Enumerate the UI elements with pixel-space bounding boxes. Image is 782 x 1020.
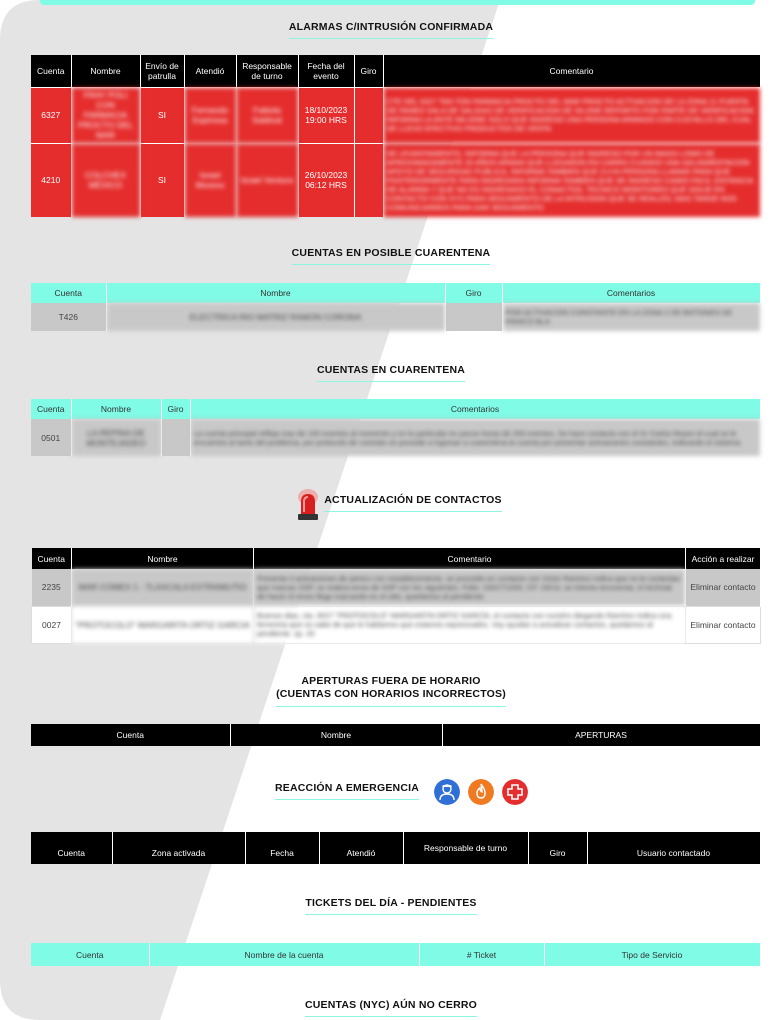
reaccion-table	[31, 832, 761, 864]
tickets-table	[31, 943, 761, 966]
col-accion: Acción a realizar	[686, 548, 761, 569]
col-cuenta: Cuenta	[31, 943, 149, 966]
table-row	[31, 143, 760, 217]
section-title-reaccion: REACCIÓN A EMERGENCIA	[0, 782, 782, 800]
col-aperturas: APERTURAS	[442, 724, 760, 746]
cell-accion: Eliminar contacto	[686, 606, 761, 643]
cell-envio: SI	[140, 143, 184, 217]
cell-comentario: Presenta 3 activaciones de pánico con restablecimiento, se procedio en contacto con Victor Ramirez indica que no le contestan que marcan SSP, se realiza envio de SSP con los siguientes. Folio: 15027/1000, CP: 03/14, se intenta reconectar, el techniat de hacer el envio llega marcando en el sitio, quedamos al pendiente.	[254, 569, 686, 606]
col-giro: Giro	[354, 55, 383, 87]
col-giro: Giro	[161, 399, 190, 419]
alarmas-table	[31, 55, 761, 217]
fire-icon	[468, 779, 494, 805]
section-title-actualizacion: ACTUALIZACIÓN DE CONTACTOS	[0, 494, 782, 512]
col-cuenta: Cuenta	[31, 399, 71, 419]
col-fecha: Fecha	[245, 832, 319, 864]
actualizacion-table	[31, 548, 761, 644]
col-envio-patrulla: Envío de patrulla	[140, 55, 184, 87]
section-title-nyc: CUENTAS (NYC) AÚN NO CERRO	[0, 999, 782, 1017]
col-nombre: Nombre	[71, 399, 161, 419]
cell-nombre: ELECTRICA RIO MATRIZ RAMON CORONA	[106, 303, 445, 331]
cell-nombre: FRAY POLI CON FARMACIA PROCTO DEL MAR	[71, 87, 140, 143]
col-comentarios: Comentarios	[190, 399, 760, 419]
col-cuenta: Cuenta	[31, 55, 71, 87]
top-accent-strip	[40, 0, 755, 5]
cell-responsable: Fabiola Saldival	[236, 87, 298, 143]
medical-cross-icon	[502, 779, 528, 805]
section-title-cuarentena: CUENTAS EN CUARENTENA	[0, 364, 782, 382]
table-row	[32, 606, 761, 643]
cell-giro	[445, 303, 502, 331]
section-title-aperturas: APERTURAS FUERA DE HORARIO (CUENTAS CON HORARIOS INCORRECTOS)	[0, 675, 782, 707]
cell-comentario: CTE DEL 6327 TAN TON PARMACIA PROCTO DEL MAR PROCTO ACTIVACION DE LA ZONA 11 PUERTA DE PANEO SALA DE SALIDAS DE VERIFICACION DE SILONE REPORTO POR PARTE DE VERIFICACION INFORMA LA ANTE MILIONE SOLO QUE INGRESO UNA PERSONA ARMADO CON CUCHILLO DEL CUAL SE LLEVO EFECTIVO PRODUCTOS DE VENTA	[383, 87, 760, 143]
posible-cuarentena-table	[31, 283, 761, 331]
col-nombre-cuenta: Nombre de la cuenta	[149, 943, 419, 966]
section-title-alarmas: ALARMAS C/INTRUSIÓN CONFIRMADA	[0, 21, 782, 39]
cell-fecha: 26/10/2023 06:12 HRS	[298, 143, 354, 217]
cell-cuenta: 0501	[31, 419, 71, 456]
cell-comentario: SE LEVANTAMIENTO, INFORMA QUE LA PERSONA QUE INGRESO POR UN MAGO LOMO DE APROXIMADAMENTE 20 AÑOS ARMAN QUE LLEGARON EN CARRO CUANDO UNA SALVAMENTACION APOYO DE SEGURIDAD PUBLICA, INFORMA TAMBIEN QUE CUYA PERSONA LLAMAR PARA QUE POSTERIORMENTE PARA INGRESARA INFORMA TAMBIEN QUE SE INGRESO CAMIO FACIL DISTANCIA DE ALARMA Y QUE NO ES INGRESADO EL CONACTOS, TECNICO MONITOREO QUE SIGUE EN CONTACTO CON SYS PARA SEGUIMIENTO DE LA INTRUSION QUE SE REALIZO, MAS TARDE NOS COMUNICARMOS PARA DAR SEGUIMIENTO	[383, 143, 760, 217]
table-row	[31, 419, 760, 456]
col-cuenta: Cuenta	[32, 548, 72, 569]
cell-accion: Eliminar contacto	[686, 569, 761, 606]
col-atendio: Atendió	[319, 832, 403, 864]
cell-nombre: MAR COMEX 1 - TLAXCALA EXTRAMUTIO	[72, 569, 254, 606]
cell-cuenta: 0027	[32, 606, 72, 643]
police-icon	[434, 779, 460, 805]
col-cuenta: Cuenta	[31, 724, 230, 746]
col-nombre: Nombre	[72, 548, 254, 569]
col-tipo-servicio: Tipo de Servicio	[544, 943, 760, 966]
col-nombre: Nombre	[230, 724, 442, 746]
section-title-posible-cuarentena: CUENTAS EN POSIBLE CUARENTENA	[0, 247, 782, 265]
cell-envio: SI	[140, 87, 184, 143]
cell-cuenta: T426	[31, 303, 106, 331]
cell-comentario: La cuenta principal refleja mas de 100 eventos al momento y en lo particular en pocos horas de 200 eventos, Se hace contacto con el Sr Carlos Reyes el cual se le encuentra al tanto del problema, por protocolo de contrato se procede a ingresar a cuarentena la cuenta por presentar activaciones constantes, indicando el sistema.	[190, 419, 760, 456]
section-title-tickets: TICKETS DEL DÍA - PENDIENTES	[0, 897, 782, 915]
cell-atendio: Israel Moreno	[184, 143, 236, 217]
col-nombre: Nombre	[106, 283, 445, 303]
cell-cuenta: 4210	[31, 143, 71, 217]
col-comentario: Comentario	[383, 55, 760, 87]
cell-fecha: 18/10/2023 19:00 HRS	[298, 87, 354, 143]
cell-atendio: Fernando Espinosa	[184, 87, 236, 143]
col-ticket: # Ticket	[419, 943, 544, 966]
cell-responsable: Israel Ventura	[236, 143, 298, 217]
cell-giro	[161, 419, 190, 456]
cell-cuenta: 2235	[32, 569, 72, 606]
cell-nombre: LA REPINA DE MONTEJADEO	[71, 419, 161, 456]
cuarentena-table	[31, 399, 761, 456]
col-zona-activada: Zona activada	[112, 832, 245, 864]
col-fecha-evento: Fecha del evento	[298, 55, 354, 87]
col-cuenta: Cuenta	[31, 283, 106, 303]
table-row	[31, 303, 760, 331]
cell-nombre: COLCHEX MÉXICO	[71, 143, 140, 217]
cell-cuenta: 6327	[31, 87, 71, 143]
table-row	[32, 569, 761, 606]
col-usuario-contactado: Usuario contactado	[587, 832, 760, 864]
col-comentarios: Comentarios	[502, 283, 760, 303]
cell-comentario: Buenos dias, cta. 0027 "PROTOCOLO" MARGARITA ORTIZ GARCÍA, el contacto con numéro diegando Ramírez indica una ferrereria que no sabe de que le hablamos que estamos equivocados. Voy ayudan a actualizar contactos, quedamos al pendiente. sp. 20	[254, 606, 686, 643]
cell-giro	[354, 87, 383, 143]
cell-giro	[354, 143, 383, 217]
cell-comentario: POR ACTIVACION CONSTANTE EN LA ZONA 2 DE BOTONES DE PANICO BLA	[502, 303, 760, 331]
aperturas-table	[31, 724, 761, 746]
col-nombre: Nombre	[71, 55, 140, 87]
col-giro: Giro	[528, 832, 587, 864]
col-atendio: Atendió	[184, 55, 236, 87]
col-responsable: Responsable de turno	[403, 832, 528, 864]
col-giro: Giro	[445, 283, 502, 303]
cell-nombre: "PROTOCOLO" MARGARITA ORTIZ GARCIA	[72, 606, 254, 643]
col-comentario: Comentario	[254, 548, 686, 569]
col-cuenta: Cuenta	[31, 832, 112, 864]
col-responsable: Responsable de turno	[236, 55, 298, 87]
table-row	[31, 87, 760, 143]
